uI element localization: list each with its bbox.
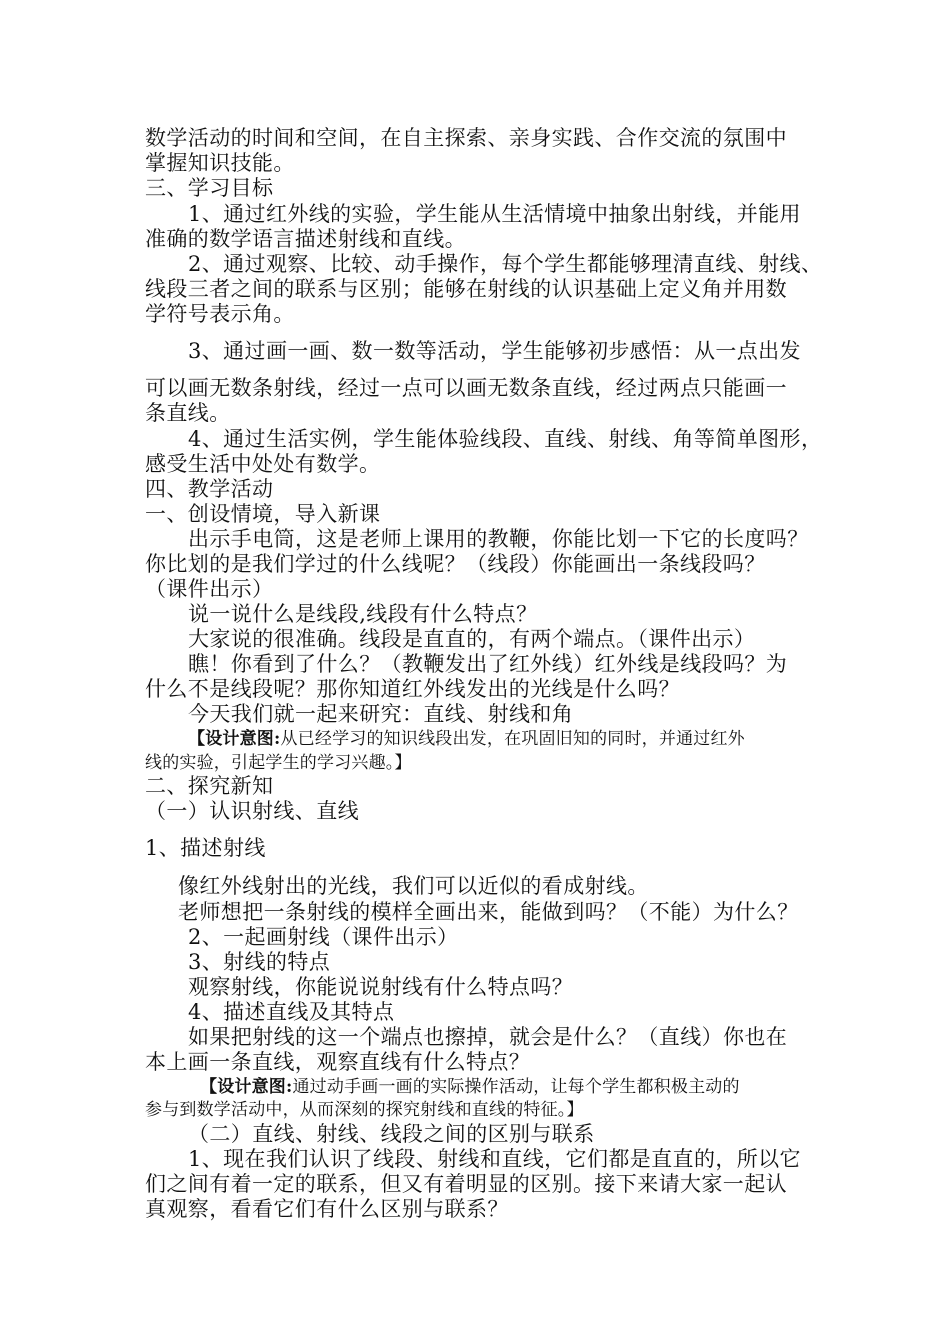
design-intent-note: [200, 1076, 740, 1098]
text-line: 可以画无数条射线，经过一点可以画无数条直线，经过两点只能画一: [145, 376, 787, 400]
section-heading: （一）认识射线、直线: [145, 799, 359, 823]
text-line: 你比划的是我们学过的什么线呢？（线段）你能画出一条线段吗？: [145, 552, 766, 576]
text-line: 1、通过红外线的实验，学生能从生活情境中抽象出射线，并能用: [188, 202, 801, 226]
text-line: 大家说的很准确。线段是直直的，有两个端点。（课件出示）: [188, 627, 756, 651]
text-line: 参与到数学活动中，从而深刻的探究射线和直线的特征。】: [145, 1100, 584, 1120]
section-heading: 1、描述射线: [145, 836, 266, 860]
text-line: 瞧！你看到了什么？（教鞭发出了红外线）红外线是线段吗？为: [188, 652, 788, 676]
design-intent-label: 【设计意图:: [200, 1077, 293, 1097]
text-line: （课件出示）: [145, 577, 274, 601]
text-line: 2、一起画射线（课件出示）: [188, 925, 459, 949]
text-line: 今天我们就一起来研究：直线、射线和角: [188, 702, 574, 726]
text-line: 观察射线，你能说说射线有什么特点吗？: [188, 975, 574, 999]
text-line: 说一说什么是线段,线段有什么特点？: [188, 602, 538, 626]
section-heading: 三、学习目标: [145, 176, 274, 200]
text-line: 准确的数学语言描述射线和直线。: [145, 227, 466, 251]
design-intent-text: 从已经学习的知识线段出发，在巩固旧知的同时，并通过红外: [280, 729, 745, 749]
design-intent-note: [188, 728, 745, 750]
text-line: 像红外线射出的光线，我们可以近似的看成射线。: [178, 874, 649, 898]
text-line: 感受生活中处处有数学。: [145, 452, 381, 476]
text-line: 如果把射线的这一个端点也擦掉，就会是什么？（直线）你也在: [188, 1025, 788, 1049]
text-line: 条直线。: [145, 401, 231, 425]
text-line: 真观察，看看它们有什么区别与联系？: [145, 1197, 509, 1221]
text-line: 掌握知识技能。: [145, 151, 295, 175]
text-line: 3、通过画一画、数一数等活动，学生能够初步感悟：从一点出发: [188, 339, 801, 363]
section-heading: （二）直线、射线、线段之间的区别与联系: [188, 1122, 595, 1146]
design-intent-text: 通过动手画一画的实际操作活动，让每个学生都积极主动的: [292, 1077, 740, 1097]
text-line: 们之间有着一定的联系，但又有着明显的区别。接下来请大家一起认: [145, 1172, 787, 1196]
text-line: 4、通过生活实例，学生能体验线段、直线、射线、角等简单图形，: [188, 427, 823, 451]
text-line: 2、通过观察、比较、动手操作，每个学生都能够理清直线、射线、: [188, 252, 823, 276]
section-heading: 一、创设情境，导入新课: [145, 502, 381, 526]
text-line: 学符号表示角。: [145, 302, 295, 326]
text-line: 老师想把一条射线的模样全画出来，能做到吗？（不能）为什么？: [178, 900, 799, 924]
text-line: 出示手电筒，这是老师上课用的教鞭，你能比划一下它的长度吗？: [188, 527, 809, 551]
design-intent-label: 【设计意图:: [188, 729, 281, 749]
text-line: 数学活动的时间和空间，在自主探索、亲身实践、合作交流的氛围中: [145, 126, 787, 150]
text-line: 4、描述直线及其特点: [188, 1000, 395, 1024]
text-line: 1、现在我们认识了线段、射线和直线，它们都是直直的，所以它: [188, 1147, 801, 1171]
text-line: 3、射线的特点: [188, 950, 331, 974]
section-heading: 四、教学活动: [145, 477, 274, 501]
text-line: 什么不是线段呢？那你知道红外线发出的光线是什么吗？: [145, 677, 680, 701]
text-line: 线段三者之间的联系与区别；能够在射线的认识基础上定义角并用数: [145, 277, 787, 301]
text-line: 本上画一条直线，观察直线有什么特点？: [145, 1050, 531, 1074]
text-line: 线的实验，引起学生的学习兴趣。】: [145, 753, 412, 773]
section-heading: 二、探究新知: [145, 774, 274, 798]
